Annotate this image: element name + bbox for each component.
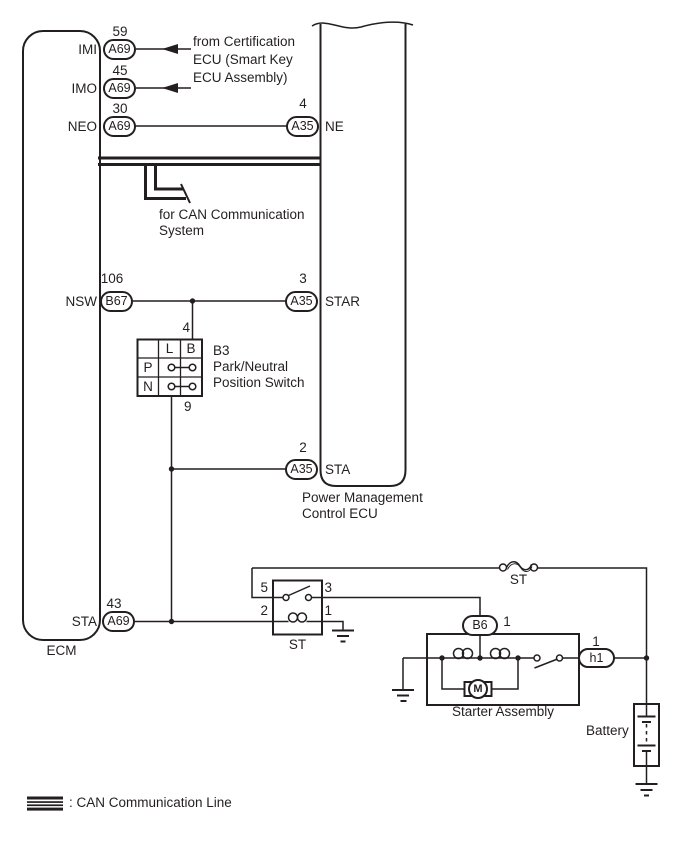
pin-label-ne: NE xyxy=(325,118,344,134)
st-relay-label: ST xyxy=(288,637,307,652)
note-can-line2: System xyxy=(159,223,205,238)
pnswitch-col-b: B xyxy=(186,341,196,356)
pm-ecu-outline xyxy=(321,24,406,486)
connector-oval-nsw: B67 xyxy=(100,291,133,312)
battery-symbol xyxy=(634,704,659,766)
junction-dots xyxy=(169,298,649,660)
battery-label: Battery xyxy=(586,723,629,738)
terminal-number-star: 3 xyxy=(299,271,307,286)
connector-oval-neo: A69 xyxy=(103,116,136,137)
connector-oval-imo: A69 xyxy=(103,78,136,99)
starter-assembly-label: Starter Assembly xyxy=(451,704,555,719)
relay-pin-5: 5 xyxy=(260,580,268,595)
relay-pin-2: 2 xyxy=(260,602,268,618)
pnswitch-terminal-bottom: 9 xyxy=(184,399,192,414)
pnswitch-name-line2: Position Switch xyxy=(213,374,305,390)
pm-ecu-break-line xyxy=(312,22,413,28)
pnswitch-name-line1: Park/Neutral xyxy=(213,359,289,374)
st-relay-symbol xyxy=(273,581,322,635)
terminal-number-b6: 1 xyxy=(503,614,511,629)
connector-oval-b6: B6 xyxy=(462,615,498,636)
relay-pin-3: 3 xyxy=(324,580,333,595)
terminal-number-sta-ecm: 43 xyxy=(106,595,122,611)
connector-oval-star: A35 xyxy=(285,291,318,312)
connector-oval-imi: A69 xyxy=(103,39,136,60)
ecm-label: ECM xyxy=(46,643,77,658)
can-legend-text: : CAN Communication Line xyxy=(69,795,232,810)
pin-label-star: STAR xyxy=(325,293,361,309)
relay-pin-1: 1 xyxy=(324,602,333,618)
note-from-certification-line2: ECU (Smart Key xyxy=(193,52,293,67)
connector-oval-sta-ecm: A69 xyxy=(102,611,135,632)
pnswitch-row-p: P xyxy=(143,360,153,375)
starter-assembly-symbol xyxy=(427,634,579,705)
st-fuse-symbol xyxy=(500,562,538,572)
pin-label-neo: NEO xyxy=(67,118,97,134)
pin-label-nsw: NSW xyxy=(65,293,97,309)
pin-label-imi: IMI xyxy=(78,41,97,57)
pm-ecu-label-line2: Control ECU xyxy=(302,505,378,521)
terminal-number-ne: 4 xyxy=(299,96,307,111)
note-from-certification-line1: from Certification xyxy=(193,34,296,49)
note-from-certification-line3: ECU Assembly) xyxy=(193,70,288,85)
connector-oval-h1: h1 xyxy=(578,648,615,668)
signal-arrowheads xyxy=(162,44,178,93)
pin-label-imo: IMO xyxy=(71,80,97,96)
terminal-number-imi: 59 xyxy=(112,24,128,39)
connector-oval-ne: A35 xyxy=(286,116,319,137)
can-bus-lines xyxy=(98,158,320,203)
connector-oval-sta-pm: A35 xyxy=(285,459,318,480)
pnswitch-terminal-top: 4 xyxy=(182,320,190,335)
pin-label-sta-ecm: STA xyxy=(71,614,97,629)
terminal-number-h1: 1 xyxy=(592,634,600,649)
pm-ecu-label-line1: Power Management xyxy=(302,490,423,505)
pnswitch-code: B3 xyxy=(213,343,230,358)
can-legend-swatch xyxy=(27,797,63,811)
pnswitch-row-n: N xyxy=(143,379,153,394)
terminal-number-neo: 30 xyxy=(112,100,128,116)
terminal-number-nsw: 106 xyxy=(100,270,124,286)
pin-label-sta-pm: STA xyxy=(325,461,351,477)
pnswitch-col-l: L xyxy=(165,341,174,356)
terminal-number-sta-pm: 2 xyxy=(299,440,307,455)
motor-label: M xyxy=(473,683,483,695)
st-fuse-label: ST xyxy=(509,572,528,587)
terminal-number-imo: 45 xyxy=(112,62,128,78)
note-can-line1: for CAN Communication xyxy=(159,207,305,222)
